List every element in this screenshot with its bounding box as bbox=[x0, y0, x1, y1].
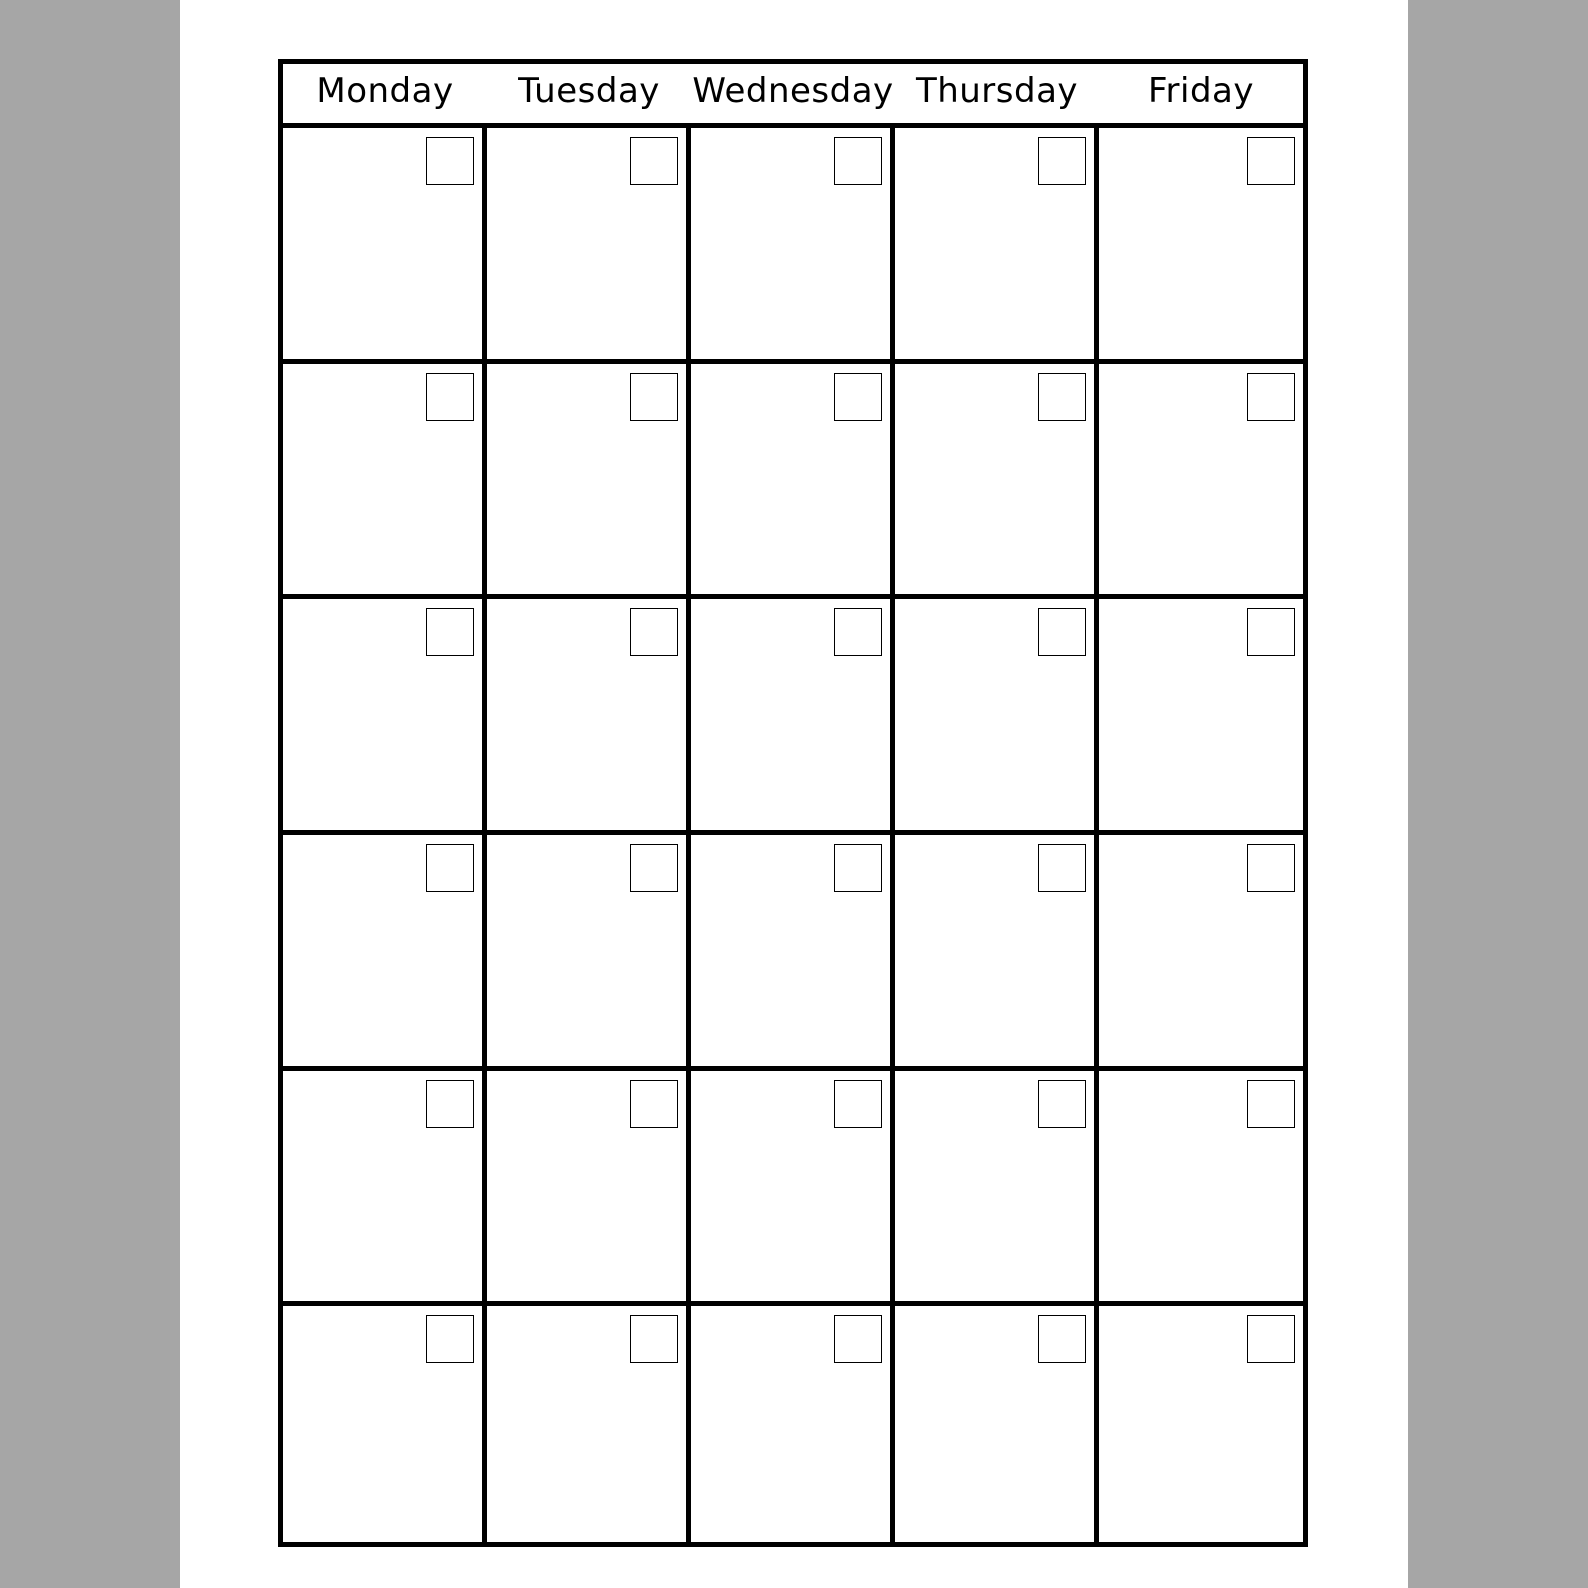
day-cell[interactable] bbox=[283, 128, 487, 364]
date-number-box[interactable] bbox=[1038, 844, 1086, 892]
day-cell[interactable] bbox=[895, 364, 1099, 600]
date-number-box[interactable] bbox=[426, 137, 474, 185]
day-cell[interactable] bbox=[487, 599, 691, 835]
date-number-box[interactable] bbox=[630, 844, 678, 892]
day-cell[interactable] bbox=[1099, 835, 1303, 1071]
day-cell[interactable] bbox=[895, 1306, 1099, 1542]
date-number-box[interactable] bbox=[1247, 608, 1295, 656]
day-cell[interactable] bbox=[1099, 364, 1303, 600]
day-cell[interactable] bbox=[1099, 128, 1303, 364]
day-cell[interactable] bbox=[895, 1071, 1099, 1307]
date-number-box[interactable] bbox=[426, 1080, 474, 1128]
day-label-monday: Monday bbox=[316, 71, 454, 111]
date-number-box[interactable] bbox=[834, 1080, 882, 1128]
date-number-box[interactable] bbox=[630, 1080, 678, 1128]
printable-page bbox=[180, 0, 1408, 1588]
date-number-box[interactable] bbox=[834, 844, 882, 892]
date-number-box[interactable] bbox=[630, 137, 678, 185]
day-cell[interactable] bbox=[487, 128, 691, 364]
date-number-box[interactable] bbox=[1247, 844, 1295, 892]
day-label-thursday: Thursday bbox=[915, 71, 1079, 111]
day-cell[interactable] bbox=[691, 599, 895, 835]
date-number-box[interactable] bbox=[1038, 608, 1086, 656]
date-number-box[interactable] bbox=[1038, 1315, 1086, 1363]
day-cell[interactable] bbox=[283, 835, 487, 1071]
date-number-box[interactable] bbox=[834, 1315, 882, 1363]
date-number-box[interactable] bbox=[1247, 373, 1295, 421]
date-number-box[interactable] bbox=[834, 608, 882, 656]
date-number-box[interactable] bbox=[630, 373, 678, 421]
date-number-box[interactable] bbox=[1038, 1080, 1086, 1128]
day-cell[interactable] bbox=[1099, 1306, 1303, 1542]
weekday-calendar bbox=[278, 59, 1308, 1547]
day-cell[interactable] bbox=[895, 599, 1099, 835]
day-cell[interactable] bbox=[283, 599, 487, 835]
date-number-box[interactable] bbox=[426, 844, 474, 892]
day-cell[interactable] bbox=[283, 1071, 487, 1307]
date-number-box[interactable] bbox=[1247, 1080, 1295, 1128]
date-number-box[interactable] bbox=[630, 608, 678, 656]
weekday-header-row bbox=[283, 64, 1303, 128]
day-cell[interactable] bbox=[487, 364, 691, 600]
day-cell[interactable] bbox=[487, 1306, 691, 1542]
day-label-tuesday: Tuesday bbox=[518, 71, 660, 111]
date-number-box[interactable] bbox=[834, 137, 882, 185]
day-cell[interactable] bbox=[895, 128, 1099, 364]
date-number-box[interactable] bbox=[1038, 137, 1086, 185]
date-number-box[interactable] bbox=[426, 1315, 474, 1363]
day-cell[interactable] bbox=[487, 1071, 691, 1307]
day-cell[interactable] bbox=[283, 1306, 487, 1542]
date-number-box[interactable] bbox=[834, 373, 882, 421]
calendar-grid bbox=[283, 128, 1303, 1542]
date-number-box[interactable] bbox=[426, 608, 474, 656]
day-label-friday: Friday bbox=[1147, 71, 1255, 111]
date-number-box[interactable] bbox=[426, 373, 474, 421]
date-number-box[interactable] bbox=[1247, 1315, 1295, 1363]
day-cell[interactable] bbox=[895, 835, 1099, 1071]
day-cell[interactable] bbox=[691, 364, 895, 600]
day-cell[interactable] bbox=[1099, 599, 1303, 835]
day-cell[interactable] bbox=[691, 1071, 895, 1307]
day-cell[interactable] bbox=[691, 835, 895, 1071]
date-number-box[interactable] bbox=[1038, 373, 1086, 421]
day-label-wednesday: Wednesday bbox=[692, 71, 894, 111]
date-number-box[interactable] bbox=[1247, 137, 1295, 185]
day-cell[interactable] bbox=[1099, 1071, 1303, 1307]
day-cell[interactable] bbox=[487, 835, 691, 1071]
date-number-box[interactable] bbox=[630, 1315, 678, 1363]
day-cell[interactable] bbox=[283, 364, 487, 600]
day-cell[interactable] bbox=[691, 128, 895, 364]
day-cell[interactable] bbox=[691, 1306, 895, 1542]
